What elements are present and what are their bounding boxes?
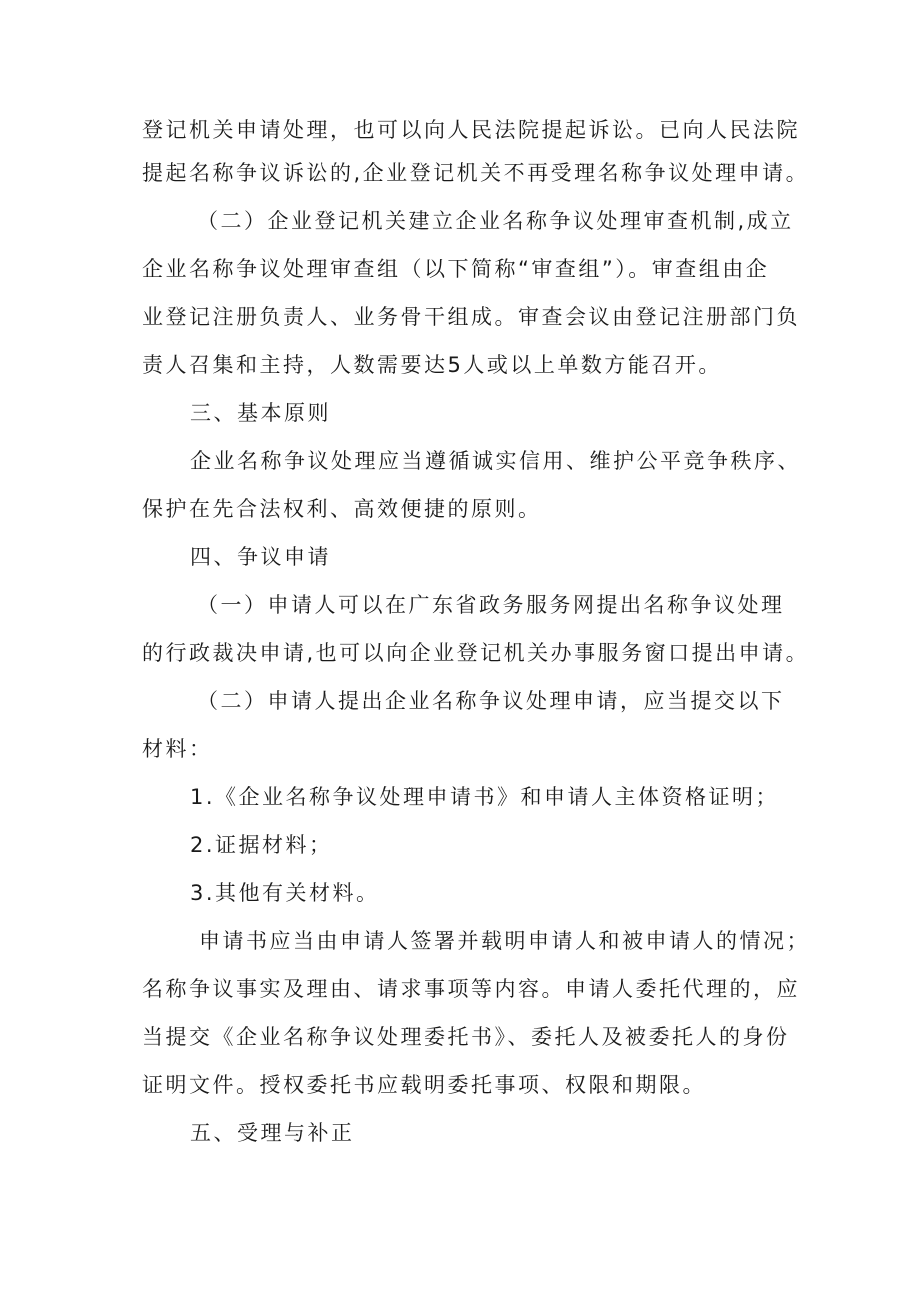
body-text-line: 名称争议事实及理由、请求事项等内容。申请人委托代理的，应 — [142, 977, 800, 1001]
body-text-line: 企业名称争议处理审查组（以下简称“审查组”）。审查组由企 — [142, 257, 770, 281]
body-text-line: 提起名称争议诉讼的,企业登记机关不再受理名称争议处理申请。 — [142, 161, 810, 185]
body-text-line: （一）申请人可以在广东省政务服务网提出名称争议处理 — [197, 593, 785, 617]
list-item: 1.《企业名称争议处理申请书》和申请人主体资格证明； — [190, 785, 780, 809]
body-text-line: 企业名称争议处理应当遵循诚实信用、维护公平竞争秩序、 — [190, 449, 801, 473]
body-text-line: 保护在先合法权利、高效便捷的原则。 — [142, 497, 542, 521]
body-text-line: （二）企业登记机关建立企业名称争议处理审查机制,成立 — [197, 209, 794, 233]
body-text-line: 证明文件。授权委托书应载明委托事项、权限和期限。 — [142, 1073, 706, 1097]
list-item: 3.其他有关材料。 — [190, 881, 380, 905]
body-text-line: 申请书应当由申请人签署并载明申请人和被申请人的情况； — [199, 929, 810, 953]
body-text-line: 材料： — [142, 737, 213, 761]
body-text-line: 业登记注册负责人、业务骨干组成。审查会议由登记注册部门负 — [142, 305, 800, 329]
body-text-line: （二）申请人提出企业名称争议处理申请，应当提交以下 — [197, 689, 785, 713]
body-text-line: 登记机关申请处理，也可以向人民法院提起诉讼。已向人民法院 — [142, 118, 800, 142]
body-text-line: 责人召集和主持，人数需要达5人或以上单数方能召开。 — [142, 353, 722, 377]
section-heading: 四、争议申请 — [190, 545, 331, 569]
section-heading: 三、基本原则 — [190, 401, 331, 425]
body-text-line: 的行政裁决申请,也可以向企业登记机关办事服务窗口提出申请。 — [142, 641, 810, 665]
section-heading: 五、受理与补正 — [190, 1121, 355, 1145]
body-text-line: 当提交《企业名称争议处理委托书》、委托人及被委托人的身份 — [142, 1025, 790, 1049]
list-item: 2.证据材料； — [190, 833, 333, 857]
